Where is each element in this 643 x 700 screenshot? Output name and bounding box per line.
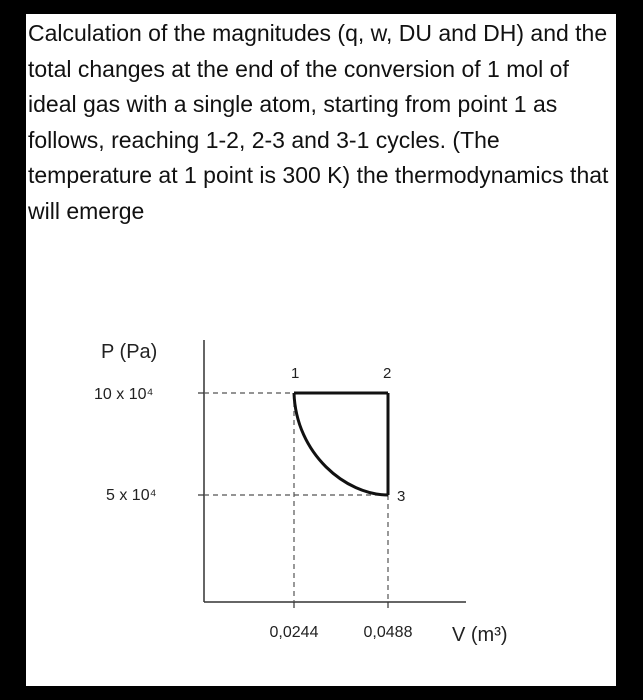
segment-3-1 — [294, 393, 388, 495]
point-label-1: 1 — [291, 365, 300, 382]
x-axis-title: V (m³) — [452, 624, 508, 646]
y-tick-label-high: 10 x 10⁴ — [94, 386, 154, 403]
x-tick-label-first: 0,0244 — [269, 624, 319, 641]
point-label-3: 3 — [397, 488, 406, 505]
point-label-2: 2 — [383, 365, 392, 382]
y-tick-label-low: 5 x 10⁴ — [106, 487, 157, 504]
y-axis-title: P (Pa) — [101, 341, 158, 363]
pv-diagram — [26, 14, 616, 686]
x-tick-label-second: 0,0488 — [363, 624, 413, 641]
problem-panel — [26, 14, 616, 686]
problem-text: Calculation of the magnitudes (q, w, DU and DH) and the total changes at the end of the conversion of 1 mol of ideal gas with a single atom, starting from point 1 as follows, reaching 1-2, 2-3 and 3-1 cycles. (The temperature at 1 point is 300 K) the thermodynamics that will emerge — [28, 20, 609, 224]
